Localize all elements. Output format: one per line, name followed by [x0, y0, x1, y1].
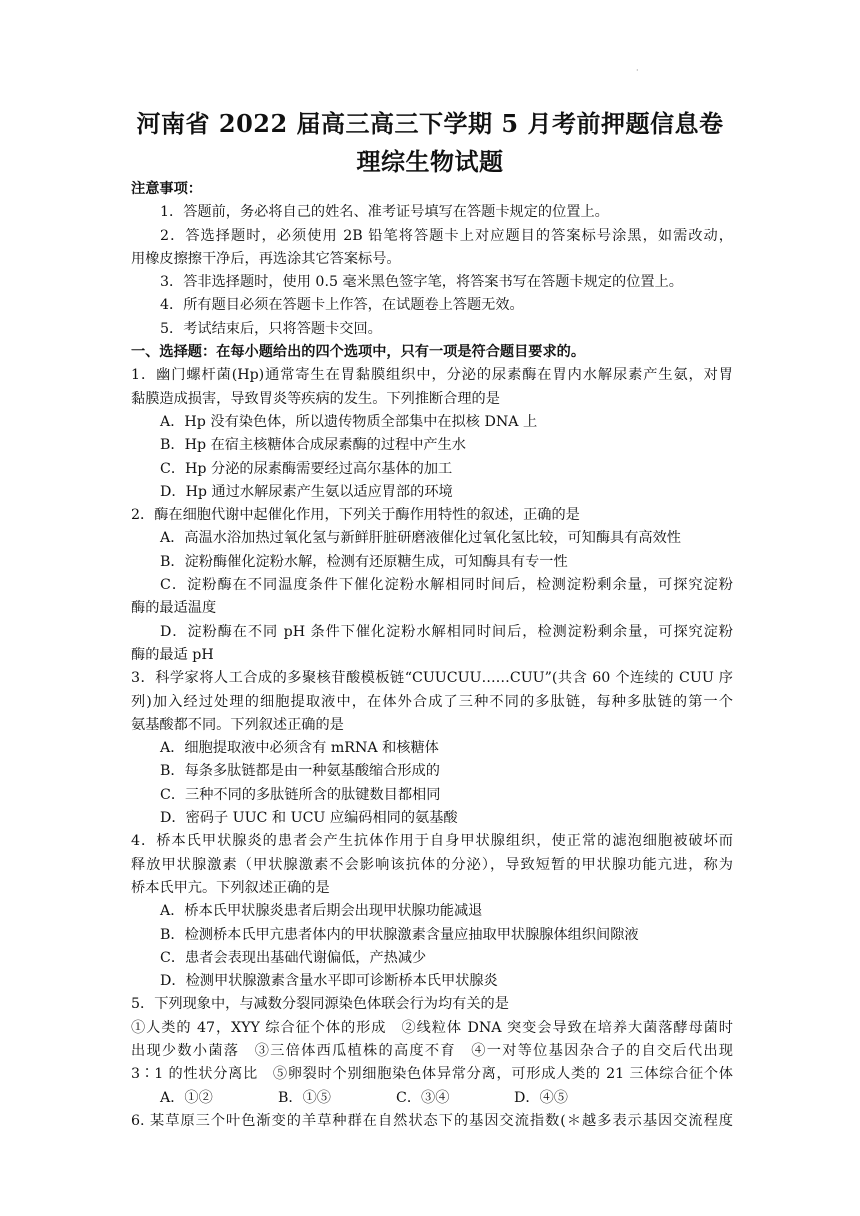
option-c: C．患者会表现出基础代谢偏低，产热减少	[160, 949, 427, 966]
question-stem: 桥本氏甲亢。下列叙述正确的是	[131, 879, 330, 896]
option-b: B．检测桥本氏甲亢患者体内的甲状腺激素含量应抽取甲状腺腺体组织间隙液	[160, 926, 639, 943]
question-stem: 4．桥本氏甲状腺炎的患者会产生抗体作用于自身甲状腺组织，使正常的滤泡细胞被破坏而	[131, 833, 733, 850]
option-d-continued: 酶的最适 pH	[131, 646, 214, 663]
question-stem: 氨基酸都不同。下列叙述正确的是	[131, 716, 344, 733]
option-d: D．检测甲状腺激素含量水平即可诊断桥本氏甲状腺炎	[160, 973, 498, 990]
question-stem: ①人类的 47，XYY 综合征个体的形成 ②线粒体 DNA 突变会导致在培养大菌落酵母菌时	[131, 1019, 733, 1036]
question-stem: 2．酶在细胞代谢中起催化作用，下列关于酶作用特性的叙述，正确的是	[131, 507, 580, 524]
option-d: D．密码子 UUC 和 UCU 应编码相同的氨基酸	[160, 810, 458, 827]
question-stem: 列)加入经过处理的细胞提取液中，在体外合成了三种不同的多肽链，每种多肽链的第一个	[131, 693, 733, 710]
option-c: C．三种不同的多肽链所含的肽键数目都相同	[160, 786, 441, 803]
option-c-continued: 酶的最适温度	[131, 600, 217, 617]
option-c: C．Hp 分泌的尿素酶需要经过高尔基体的加工	[160, 460, 453, 477]
notice-item: 1．答题前，务必将自己的姓名、准考证号填写在答题卡规定的位置上。	[160, 204, 609, 221]
section-heading: 一、选择题：在每小题给出的四个选项中，只有一项是符合题目要求的。	[131, 344, 586, 361]
exam-title: 河南省 2022 届高三高三下学期 5 月考前押题信息卷	[136, 109, 724, 138]
option-b: B．Hp 在宿主核糖体合成尿素酶的过程中产生水	[160, 437, 466, 454]
options-row	[131, 1087, 733, 1110]
option-a: A．高温水浴加热过氧化氢与新鲜肝脏研磨液催化过氧化氢比较，可知酶具有高效性	[160, 530, 681, 547]
question-stem: 3∶1 的性状分离比 ⑤卵裂时个别细胞染色体异常分离，可形成人类的 21 三体综合征个体	[131, 1066, 733, 1083]
exam-subtitle: 理综生物试题	[356, 147, 504, 176]
option-d: D．④⑤	[514, 1089, 568, 1106]
option-b: B．每条多肽链都是由一种氨基酸缩合形成的	[160, 763, 440, 780]
option-a: A．Hp 没有染色体，所以遗传物质全部集中在拟核 DNA 上	[160, 413, 538, 430]
question-stem: 黏膜造成损害，导致胃炎等疾病的发生。下列推断合理的是	[131, 390, 500, 407]
question-stem: 3．科学家将人工合成的多聚核苷酸模板链“CUUCUU……CUU”(共含 60 个连续的 CUU 序	[131, 670, 733, 687]
option-d: D．Hp 通过水解尿素产生氨以适应胃部的环境	[160, 483, 453, 500]
question-stem: 5．下列现象中，与减数分裂同源染色体联会行为均有关的是	[131, 996, 509, 1013]
option-a: A．①②	[160, 1089, 213, 1106]
exam-content	[131, 178, 733, 1133]
notice-item: 5．考试结束后，只将答题卡交回。	[160, 320, 382, 337]
notice-item: 4．所有题目必须在答题卡上作答，在试题卷上答题无效。	[160, 297, 524, 314]
question-stem: 6. 某草原三个叶色渐变的羊草种群在自然状态下的基因交流指数(＊越多表示基因交流程度	[131, 1112, 733, 1129]
notice-item-continued: 用橡皮擦擦干净后，再选涂其它答案标号。	[131, 250, 401, 267]
option-c: C．淀粉酶在不同温度条件下催化淀粉水解相同时间后，检测淀粉剩余量，可探究淀粉	[160, 577, 733, 594]
header-mark: ·	[636, 66, 639, 75]
option-b: B．①⑤	[278, 1089, 331, 1106]
option-b: B．淀粉酶催化淀粉水解，检测有还原糖生成，可知酶具有专一性	[160, 553, 568, 570]
option-a: A．桥本氏甲状腺炎患者后期会出现甲状腺功能减退	[160, 903, 483, 920]
notice-heading: 注意事项：	[131, 181, 202, 197]
notice-item: 3．答非选择题时，使用 0.5 毫米黑色签字笔，将答案书写在答题卡规定的位置上。	[160, 274, 683, 291]
option-c: C．③④	[396, 1089, 450, 1106]
option-a: A．细胞提取液中必须含有 mRNA 和核糖体	[160, 740, 439, 757]
question-stem: 释放甲状腺激素（甲状腺激素不会影响该抗体的分泌），导致短暂的甲状腺功能亢进，称为	[131, 856, 733, 873]
notice-item: 2．答选择题时，必须使用 2B 铅笔将答题卡上对应题目的答案标号涂黑，如需改动，	[160, 227, 733, 244]
option-d: D．淀粉酶在不同 pH 条件下催化淀粉水解相同时间后，检测淀粉剩余量，可探究淀粉	[160, 623, 733, 640]
question-stem: 1．幽门螺杆菌(Hp)通常寄生在胃黏膜组织中，分泌的尿素酶在胃内水解尿素产生氨，对胃	[131, 367, 733, 384]
question-stem: 出现少数小菌落 ③三倍体西瓜植株的高度不育 ④一对等位基因杂合子的自交后代出现	[131, 1042, 733, 1059]
